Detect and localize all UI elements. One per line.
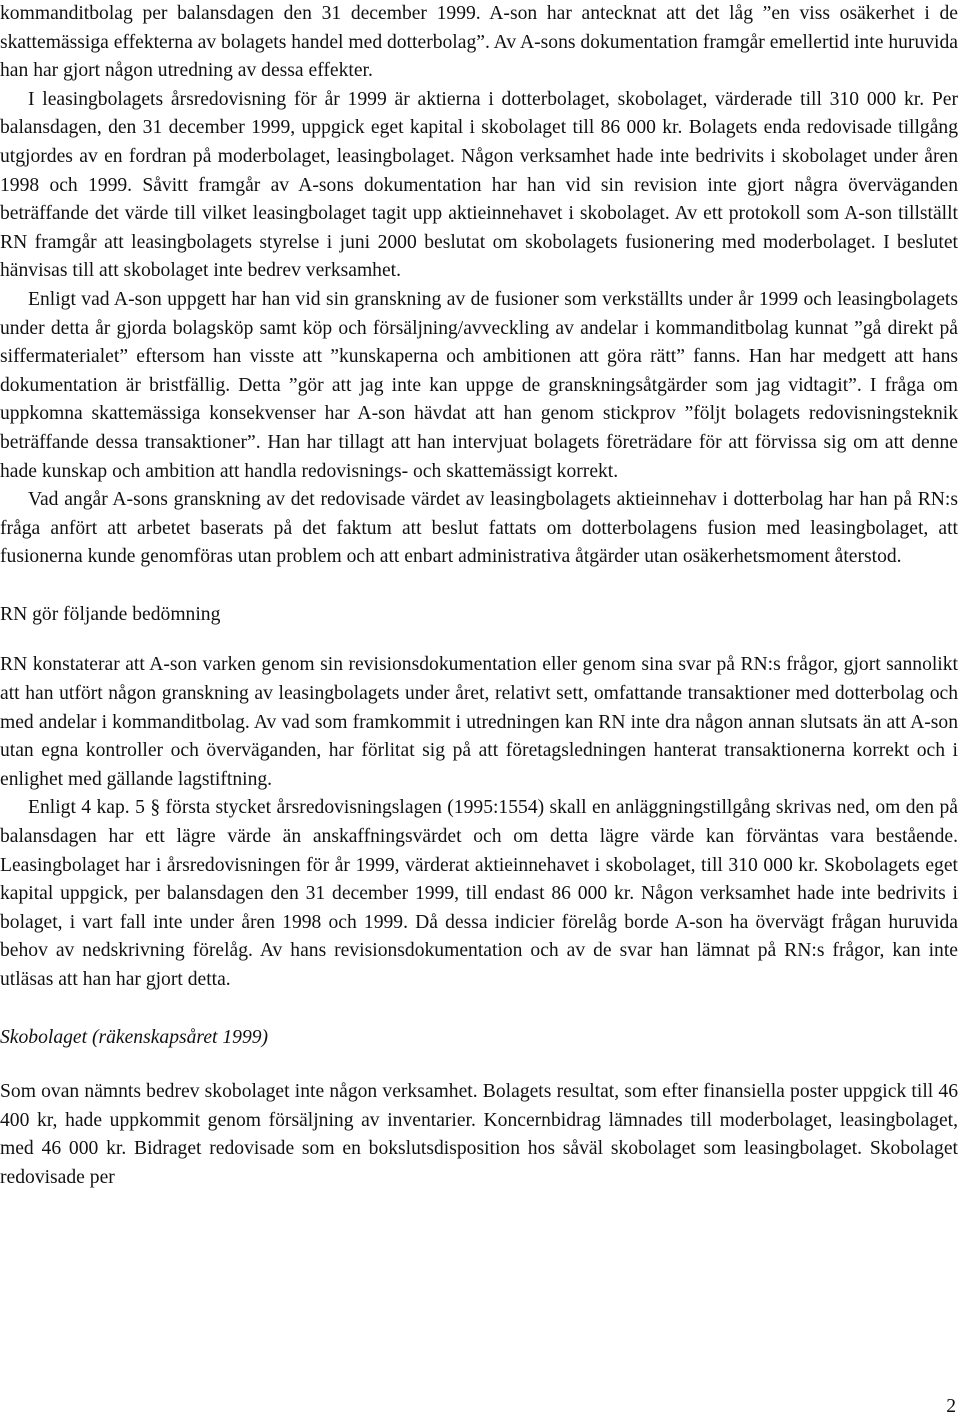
paragraph-arsredovisningslagen: Enligt 4 kap. 5 § första stycket årsredovisningslagen (1995:1554) skall en anläggningstillgång skrivas ned, om den på balansdagen har ett lägre värde än anskaffningsvärdet och om detta lägre värde kan förväntas vara bestående. Leasingbolaget har i årsredovisningen för år 1999, värderat aktieinnehavet i skobolaget, till 310 000 kr. Skobolagets eget kapital uppgick, per balansdagen den 31 december 1999, till endast 86 000 kr. Någon verksamhet hade inte bedrivits i bolaget, i vart fall inte under åren 1998 och 1999. Då dessa indicier förelåg borde A-son ha övervägt frågan huruvida behov av nedskrivning förelåg. Av hans revisionsdokumentation och av de svar han lämnat på RN:s frågor, kan inte utläsas att han har gjort detta.: [0, 797, 958, 990]
paragraph-fusioner-granskning: Enligt vad A-son uppgett har han vid sin granskning av de fusioner som verkställts under år 1999 och leasingbolagets under detta år gjorda bolagsköp samt köp och försäljning/avveckling av andelar i kommanditbolag kunnat ”gå direkt på siffermaterialet” eftersom han visste att ”kunskaperna och ambitionen att göra rätt” fanns. Han har medgett att hans dokumentation är bristfällig. Detta ”gör att jag inte kan uppge de granskningsåtgärder som jag vidtagit”. I fråga om uppkomna skattemässiga konsekvenser har A-son hävdat att han genom stickprov ”följt bolagets redovisningsteknik beträffande dessa transaktioner”. Han har tillagt att han intervjuat bolagets företrädare för att förvissa sig om att denne hade kunskap och ambition att handla redovisnings- och skattemässigt korrekt.: [0, 288, 958, 482]
spacer: [0, 572, 958, 601]
section-heading-bedomning: RN gör följande bedömning: [0, 603, 221, 625]
paragraph-leasingbolagets-arsredovisning: I leasingbolagets årsredovisning för år 1999 är aktierna i dotterbolaget, skobolaget, värderade till 310 000 kr. Per balansdagen, den 31 december 1999, uppgick eget kapital i skobolaget till 86 000 kr. Bolagets enda redovisade tillgång utgjordes av en fordran på moderbolaget, leasingbolaget. Någon verksamhet hade inte bedrivits i skobolaget under åren 1998 och 1999. Såvitt framgår av A-sons dokumentation har han vid sin revision inte gjort några överväganden beträffande det värde till vilket leasingbolaget tagit upp aktieinnehavet i skobolaget. Av ett protokoll som A-son tillställt RN framgår att leasingbolagets styrelse i juni 2000 beslutat om skobolagets fusionering med moderbolaget. I beslutet hänvisas till att skobolaget inte bedrev verksamhet.: [0, 88, 958, 282]
section-heading-skobolaget: Skobolaget (räkenskapsåret 1999): [0, 1026, 269, 1048]
spacer: [0, 629, 958, 651]
spacer: [0, 1052, 958, 1078]
paragraph-skobolaget-verksamhet: Som ovan nämnts bedrev skobolaget inte någon verksamhet. Bolagets resultat, som efter finansiella poster uppgick till 46 400 kr, hade uppkommit genom försäljning av inventarier. Koncernbidrag lämnades till moderbolaget, leasingbolaget, med 46 000 kr. Bidraget redovisade som en bokslutsdisposition hos såväl skobolaget som leasingbolaget. Skobolaget redovisade per: [0, 1081, 958, 1188]
spacer: [0, 995, 958, 1024]
paragraph-kommanditbolag: kommanditbolag per balansdagen den 31 december 1999. A-son har antecknat att det låg ”en viss osäkerhet i de skattemässiga effekterna av bolagets handel med dotterbolag”. Av A-sons dokumentation framgår emellertid inte huruvida han har gjort någon utredning av dessa effekter.: [0, 3, 958, 82]
paragraph-rn-konstaterar: RN konstaterar att A-son varken genom sin revisionsdokumentation eller genom sina svar på RN:s frågor, gjort sannolikt att han utfört någon granskning av leasingbolagets under året, relativt sett, omfattande transaktioner med dotterbolag och med andelar i kommanditbolag. Av vad som framkommit i utredningen kan RN inte dra någon annan slutsats än att A-son utan egna kontroller och överväganden, har förlitat sig på att företagsledningen hanterat transaktionerna korrekt och i enlighet med gällande lagstiftning.: [0, 654, 958, 790]
page-number: 2: [946, 1396, 956, 1417]
paragraph-aktieinnehav-dotterbolag: Vad angår A-sons granskning av det redovisade värdet av leasingbolagets aktieinnehav i dotterbolag har han på RN:s fråga anfört att arbetet baserats på det faktum att beslut fattats om dotterbolagens fusion med leasingbolaget, att fusionerna kunde genomföras utan problem och att enbart administrativa åtgärder utan osäkerhetsmoment återstod.: [0, 489, 958, 568]
